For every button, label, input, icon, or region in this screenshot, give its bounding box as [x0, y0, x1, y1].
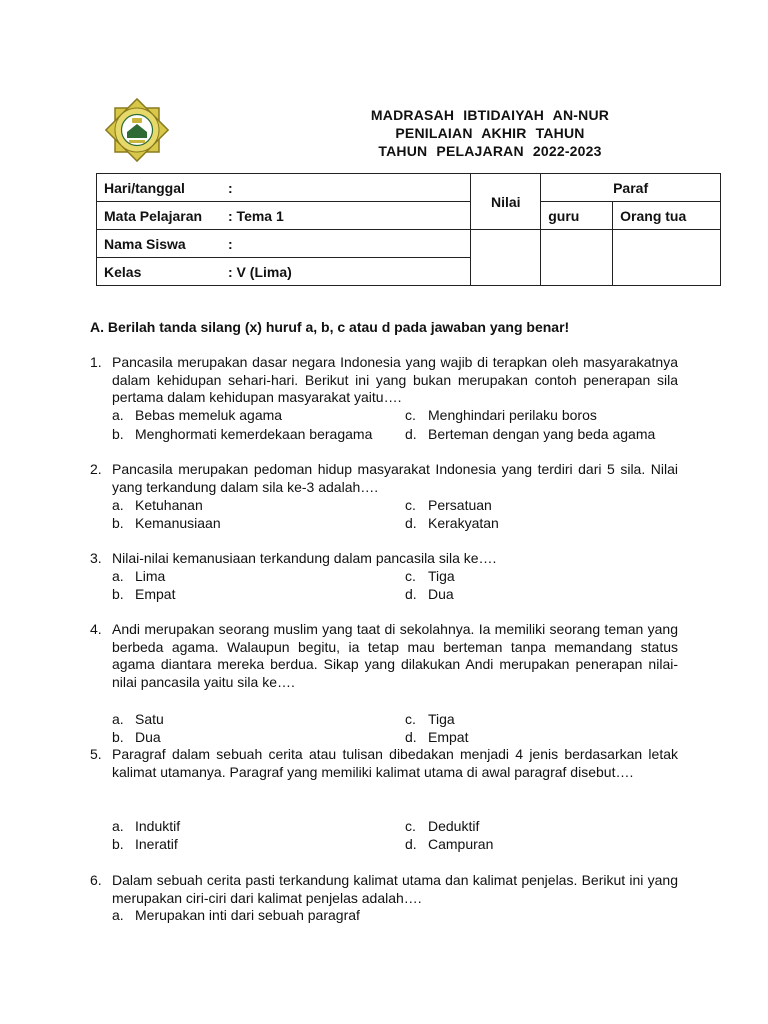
question-text: Andi merupakan seorang muslim yang taat di sekolahnya. Ia memiliki seorang teman yang berbeda agama. Walaupun begitu, ia tetap mau berteman tanpa memandang status agama diantara mereka berdua. Sikap yang dilakukan Andi merupakan penerapan nilai-nilai pancasila yaitu sila ke…. [112, 621, 678, 690]
hari-value: : [228, 179, 233, 196]
option-1b: b. Menghormati kemerdekaan beragama [112, 426, 373, 442]
option-2d: d. Kerakyatan [405, 515, 499, 531]
student-info-table [96, 173, 721, 286]
question-1 [90, 354, 678, 407]
question-6 [90, 872, 678, 907]
option-3a: a. Lima [112, 568, 166, 584]
exam-title: PENILAIAN AKHIR TAHUN [395, 125, 585, 141]
school-name: MADRASAH IBTIDAIYAH AN-NUR [370, 107, 610, 123]
question-number: 1. [90, 354, 102, 370]
mapel-label: Mata Pelajaran [104, 207, 203, 224]
question-number: 4. [90, 621, 102, 637]
guru-header: guru [541, 202, 613, 230]
school-logo [101, 94, 173, 166]
question-2 [90, 461, 678, 496]
option-2b: b. Kemanusiaan [112, 515, 221, 531]
option-5a: a. Induktif [112, 818, 181, 834]
question-4 [90, 621, 678, 691]
hari-row [97, 174, 471, 202]
option-4c: c. Tiga [405, 711, 455, 727]
nama-value: : [228, 235, 233, 252]
option-2a: a. Ketuhanan [112, 497, 203, 513]
option-3b: b. Empat [112, 586, 176, 602]
option-2c: c. Persatuan [405, 497, 492, 513]
option-3c: c. Tiga [405, 568, 455, 584]
option-3d: d. Dua [405, 586, 454, 602]
question-text: Nilai-nilai kemanusiaan terkandung dalam pancasila sila ke…. [112, 550, 497, 566]
question-number: 2. [90, 461, 102, 477]
orang-tua-header: Orang tua [613, 202, 721, 230]
nilai-cell [471, 230, 541, 286]
question-3 [90, 550, 678, 568]
option-1c: c. Menghindari perilaku boros [405, 407, 597, 423]
kelas-value: : V (Lima) [228, 263, 292, 280]
option-4d: d. Empat [405, 729, 469, 745]
question-text: Pancasila merupakan dasar negara Indonesia yang wajib di terapkan oleh masyarakatnya dalam kehidupan sehari-hari. Berikut ini yang bukan merupakan contoh penerapan sila pertama dalam kehidupan masyarakat yaitu…. [112, 354, 678, 406]
question-number: 3. [90, 550, 102, 566]
guru-cell [541, 230, 613, 286]
option-1a: a. Bebas memeluk agama [112, 407, 283, 423]
option-5c: c. Deduktif [405, 818, 480, 834]
hari-label: Hari/tanggal [104, 179, 185, 196]
question-text: Paragraf dalam sebuah cerita atau tulisan dibedakan menjadi 4 jenis berdasarkan letak kalimat utamanya. Paragraf yang memiliki kalimat utama di awal paragraf disebut…. [112, 746, 678, 780]
mapel-row [97, 202, 471, 230]
nama-label: Nama Siswa [104, 235, 186, 252]
option-1d: d. Berteman dengan yang beda agama [405, 426, 656, 442]
academic-year: TAHUN PELAJARAN 2022-2023 [378, 143, 602, 159]
option-5d: d. Campuran [405, 836, 494, 852]
kelas-row [97, 258, 471, 286]
option-5b: b. Ineratif [112, 836, 178, 852]
question-text: Pancasila merupakan pedoman hidup masyarakat Indonesia yang terdiri dari 5 sila. Nilai yang terkandung dalam sila ke-3 adalah…. [112, 461, 678, 495]
nilai-header: Nilai [471, 174, 541, 230]
option-4b: b. Dua [112, 729, 161, 745]
option-6a: a. Merupakan inti dari sebuah paragraf [112, 907, 360, 923]
mapel-value: : Tema 1 [228, 207, 284, 224]
question-number: 6. [90, 872, 102, 888]
option-4a: a. Satu [112, 711, 164, 727]
orang-tua-cell [613, 230, 721, 286]
question-text: Dalam sebuah cerita pasti terkandung kalimat utama dan kalimat penjelas. Berikut ini yang merupakan ciri-ciri dari kalimat penjelas adalah…. [112, 872, 678, 906]
question-5 [90, 746, 678, 781]
question-number: 5. [90, 746, 102, 762]
section-instruction: A. Berilah tanda silang (x) huruf a, b, c atau d pada jawaban yang benar! [90, 319, 570, 335]
paraf-header: Paraf [541, 174, 721, 202]
kelas-label: Kelas [104, 263, 142, 280]
nama-row [97, 230, 471, 258]
